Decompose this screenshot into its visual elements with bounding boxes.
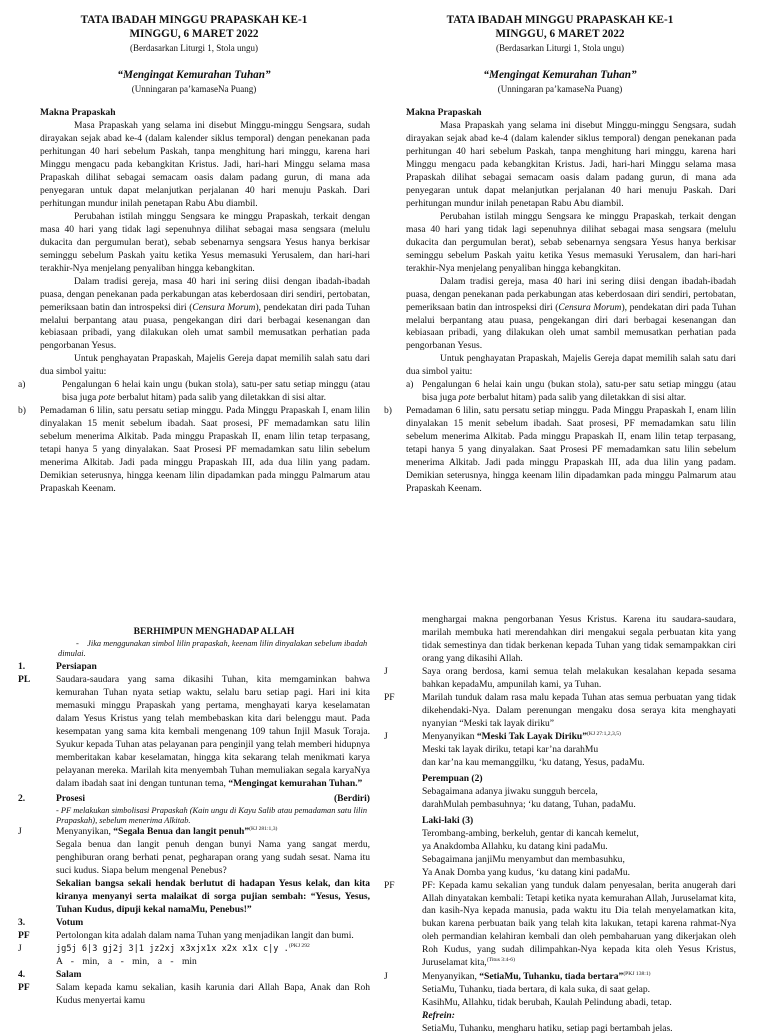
song-line: Sebagaimana adanya jiwaku sungguh bercela,: [422, 785, 598, 797]
item-number: 4.: [18, 969, 26, 981]
sing-intro: Menyanyikan,: [56, 826, 114, 838]
song-line: Sebagaimana janjiMu menyambut dan membasuhku,: [422, 853, 625, 865]
section-heading-makna: Makna Prapaskah: [40, 107, 116, 119]
list-item-a-text: [406, 379, 736, 405]
persiapan-heading: [18, 661, 370, 674]
list-item-b: [384, 405, 736, 496]
song-ref: (KJ 27:1,2,3,5): [586, 730, 621, 737]
song-line: SetiaMu, Tuhanku, tiada bertara, di kala suka, di saat gelap.: [422, 983, 651, 995]
page-subtitle: (Berdasarkan Liturgi 1, Stola ungu): [129, 43, 259, 54]
pf-absolution: [384, 880, 736, 971]
header: [18, 14, 370, 55]
confession-text: Saya orang berdosa, kami semua telah melakukan kesalahan kepada sesama bahkan kepadaMu, ampunilah kami, ya Tuhan.: [422, 665, 736, 690]
list-marker-b: b): [384, 405, 392, 417]
speaker-pf: PF: [384, 691, 395, 703]
paragraph-4: Untuk penghayatan Prapaskah, Majelis Gereja dapat memilih salah satu dari dua simbol yaitu:: [406, 353, 736, 378]
song-verse-1: Segala benua dan langit penuh dengan bunyi Nama yang sangat merdu, penghiburan orang berhati penat, pegharapan orang yang sudah sesat. Nama itu suci kudus. Siapa belum mengenal Penebus?: [56, 839, 370, 877]
song-1: [18, 826, 370, 917]
list-item-a-part1: Pengalungan 6 helai kain ungu (bukan stola), satu-per satu setiap minggu (atau bisa juga: [422, 379, 736, 404]
theme-subtitle: (Unningaran pa’kamaseNa Puang): [131, 83, 257, 94]
sing-intro: Menyanyikan,: [422, 970, 480, 982]
list-item-a-part1: Pengalungan 6 helai kain ungu (bukan stola), satu-per satu setiap minggu (atau bisa juga: [62, 379, 370, 404]
list-item-a-text: [40, 379, 370, 405]
page-subtitle: (Berdasarkan Liturgi 1, Stola ungu): [495, 43, 625, 54]
amin-lyrics: A - min, a - min, a - min: [56, 956, 197, 968]
list-marker-a: a): [406, 379, 414, 391]
song-ref: (PKJ 138:1): [623, 970, 651, 977]
song-line: darahMulah pembasuhnya; ‘ku datang, Tuhan, padaMu.: [422, 798, 636, 810]
song-line: ya Anakdomba Allahku, ku datang kini padaMu.: [422, 840, 608, 852]
theme-title: “Mengingat Kemurahan Tuhan”: [117, 68, 271, 81]
prosesi-note: - PF melakukan simbolisasi Prapaskah (Kain ungu di Kayu Salib atau pemadaman satu lilin Prapaskah), sebelum menerima Alkitab.: [56, 806, 368, 826]
header-duplicate: [384, 14, 736, 55]
speaker-j: J: [384, 970, 388, 982]
amin-ref: (PKJ 292: [288, 943, 310, 950]
paragraph-2: Perubahan istilah minggu Sengsara ke minggu Prapaskah, terkait dengan masa 40 hari yang tidak lagi sepenuhnya dilihat sebagai masa sengsara (melulu dukacita dan pergumulan berat), sebab sebenarnya sengsara Yesus hanya berkisar seminggu sebelum Paskah yaitu ketika Yesus memasuki Yerusalem, dan hari-hari terakhir-Nya menjelang penyaliban hingga kebangkitan.: [406, 210, 736, 274]
note-text: Jika menggunakan simbol lilin prapaskah, keenam lilin dinyalakan sebelum ibadah dimulai.: [58, 638, 368, 658]
absolution-text: PF: Kepada kamu sekalian yang tunduk dalam penyesalan, berita anugerah dari Allah dinyatakan kembali: Tetapi ketika nyata kemurahan Allah, Juruselamat kita, dan kasih-Nya kepada manusia, pada waktu itu Dia telah menyelamatkan kita, bukan karena perbuatan baik yang telah kita lakukan, tetapi karena rahmat-Nya oleh permandian kelahiran kembali dan oleh pembaharuan yang dikerjakan oleh Roh Kudus, yang sudah dilimpahkan-Nya kepada kita oleh Yesus Kristus, Juruselamat kita,: [422, 879, 736, 969]
votum-text: [18, 930, 370, 943]
list-item-b-text: Pemadaman 6 lilin, satu persatu setiap minggu. Pada Minggu Prapaskah I, enam lilin dinyalakan 15 menit sebelum ibadah. Saat prosesi, PF memadamkan satu lilin sebelum menerima Alkitab. Pada minggu Prapaskah II, enam lilin tetap terpasang, tetapi hanya 5 yang dinyalakan. Saat Prosesi PF memadamkan satu lilin sebelum menerima Alkitab. Jadi pada minggu Prapaskah III, ada dua lilin yang padam. Demikian seterusnya, hingga keenam lilin dipadamkan pada minggu Palmarum atau Prapaskah Keenam.: [40, 405, 370, 495]
bottom-right-column: [384, 614, 736, 1036]
list-item-a-part2: berbalut hitam) pada salib yang diletakkan di sisi altar.: [475, 392, 687, 404]
pote-word: pote: [458, 392, 476, 404]
berdiri-label: (Berdiri): [333, 793, 370, 805]
speaker-j: J: [384, 665, 388, 677]
paragraph-3-part-b: ), pendekatan diri pada Tuhan melalui berpantang atau puasa, pengekangan diri dari berbagai kesenangan dan kebiasaan pribadi, yang dilakukan oleh umat sambil memusatkan perhatian pada pengorbanan Yesus.: [406, 301, 736, 352]
speaker-pl: PL: [18, 673, 31, 685]
item-number: 3.: [18, 917, 26, 929]
speaker-pf: PF: [18, 930, 30, 942]
candle-note: [18, 639, 370, 659]
pl-text: Saudara-saudara yang sama dikasihi Tuhan, kita memgaminkan bahwa kemurahan Tuhan nyata setiap waktu, selalu baru setiap pagi. Hari ini kita memasuki minggu Prapaskah yang pertama, menghayati karya keselamatan dalam Yesus Kristus yang telah membebaskan kita dari belenggu maut. Pada kesempatan yang sama kita kembali mengenang 109 tahun Injil Masuk Toraja. Syukur kepada Tuhan atas pelayanan para penginjil yang telah memberi hidupnya memberitakan kabar keselamatan, hingga kita sekarang telah menikmati karya pelayanan mereka. Marilah kita menyembah Tuhan memuliakan segala karyaNya dalam ibadah saat ini dengan tuntunan tema,: [56, 673, 370, 789]
song-title: “SetiaMu, Tuhanku, tiada bertara”: [479, 970, 624, 982]
pf-invitation: [384, 692, 736, 731]
salam-heading: [18, 969, 370, 982]
list-item-a-part2: berbalut hitam) pada salib yang diletakkan di sisi altar.: [115, 392, 327, 404]
song-title: “Meski Tak Layak Diriku”: [476, 730, 587, 742]
bottom-left-column: [18, 626, 370, 1008]
paragraph-3-part-b: ), pendekatan diri pada Tuhan melalui berpantang atau puasa, pengekangan diri dari berbagai kesenangan dan kebiasaan pribadi, yang dilakukan oleh umat sambil memusatkan perhatian pada pengorbanan Yesus.: [40, 301, 370, 352]
song-meski: [384, 731, 736, 770]
sing-intro: Menyanyikan: [422, 730, 477, 742]
paragraph-3: [40, 276, 370, 354]
list-item-b: [18, 405, 370, 496]
amin-response: [18, 943, 370, 969]
speaker-pf: PF: [384, 879, 395, 891]
song-line: dan kar’na kau memanggilku, ‘ku datang, Yesus, padaMu.: [422, 756, 645, 768]
paragraph-1: Masa Prapaskah yang selama ini disebut Minggu-minggu Sengsara, sudah dirayakan sejak abad ke-4 (dalam kalender siklus temporal) dengan penekanan pada perhitungan 40 hari sebelum Paskah, tanpa menghitung hari minggu, karena hari Minggu mengacu pada kebangkitan Kristus. Jadi, hari-hari Minggu selama masa Prapaskah dilihat sebagai semacam oasis dalam padang gurun, di mana ada penyegaran untuk dapat melanjutkan perjalanan 40 hari menuju Paskah. Dari perhitungan mundur inilah penetapan Rabu Abu diambil.: [40, 119, 370, 209]
paragraph-1: Masa Prapaskah yang selama ini disebut Minggu-minggu Sengsara, sudah dirayakan sejak abad ke-4 (dalam kalender siklus temporal) dengan penekanan pada perhitungan 40 hari sebelum Paskah, tanpa menghitung hari minggu, karena hari Minggu mengacu pada kebangkitan Kristus. Jadi, hari-hari Minggu selama masa Prapaskah dilihat sebagai semacam oasis dalam padang gurun, di mana ada penyegaran untuk dapat melanjutkan perjalanan 40 hari menuju Paskah. Dari perhitungan mundur inilah penetapan Rabu Abu diambil.: [406, 119, 736, 209]
pl-paragraph: [18, 674, 370, 791]
section-heading-berhimpun: BERHIMPUN MENGHADAP ALLAH: [133, 626, 295, 637]
list-item-b-text: Pemadaman 6 lilin, satu persatu setiap minggu. Pada Minggu Prapaskah I, enam lilin dinyalakan 15 menit sebelum ibadah. Saat prosesi, PF memadamkan satu lilin sebelum menerima Alkitab. Pada minggu Prapaskah II, enam lilin tetap terpasang, tetapi hanya 5 yang dinyalakan. Saat Prosesi PF memadamkan satu lilin sebelum menerima Alkitab. Jadi pada minggu Prapaskah III, ada dua lilin yang padam. Demikian seterusnya, hingga keenam lilin dipadamkan pada minggu Palmarum atau Prapaskah Keenam.: [406, 405, 736, 495]
speaker-j: J: [18, 826, 22, 838]
invitation-text: Marilah tunduk dalam rasa malu kepada Tuhan atas semua perbuatan yang tidak dikehendaki-Nya. Dalam perenungan mengaku dosa seraya kita menghayati nyanyian “Meski tak layak diriku”: [422, 691, 736, 729]
pl-theme: “Mengingat kemurahan Tuhan.”: [228, 777, 363, 789]
censura-morum: Censura Morum: [558, 301, 622, 313]
top-left-column: [18, 14, 370, 496]
paragraph-3-part-a: Dalam tradisi gereja, masa 40 hari ini sering diisi dengan ibadah-ibadah puasa, dengan penekanan pada perkabungan atas keberdosaan diri sendiri, pertobatan, pemeriksaan batin dan introspeksi diri (: [40, 275, 370, 313]
persiapan-label: Persiapan: [56, 660, 97, 672]
pote-word: pote: [98, 392, 116, 404]
censura-morum: Censura Morum: [192, 301, 256, 313]
list-marker-a: a): [18, 379, 26, 391]
list-item-a: [18, 379, 370, 405]
item-number: 2.: [18, 793, 26, 805]
paragraph-3: [406, 276, 736, 354]
top-right-column: [384, 14, 736, 496]
laki-label: Laki-laki (3): [422, 814, 474, 826]
song-line: KasihMu, Allahku, tidak berubah, Kaulah Pelindung abadi, tetap.: [422, 996, 672, 1008]
votum-label: Votum: [56, 917, 84, 929]
titus-ref: (Titus 3:4-6): [486, 957, 515, 964]
prosesi-label: Prosesi: [56, 793, 85, 805]
speaker-j: J: [18, 943, 22, 955]
song-line: Meski tak layak diriku, tetapi kar’na darahMu: [422, 743, 599, 755]
salam-body: Salam kepada kamu sekalian, kasih karunia dari Allah Bapa, Anak dan Roh Kudus menyertai kamu: [56, 982, 370, 1007]
song-title: “Segala Benua dan langit penuh”: [113, 826, 250, 838]
speaker-j: J: [384, 730, 388, 742]
j-confession: [384, 666, 736, 692]
paragraph-3-part-a: Dalam tradisi gereja, masa 40 hari ini sering diisi dengan ibadah-ibadah puasa, dengan penekanan pada perkabungan atas keberdosaan diri sendiri, pertobatan, pemeriksaan batin dan introspeksi diri (: [406, 275, 736, 313]
votum-body: Pertolongan kita adalah dalam nama Tuhan yang menjadikan langit dan bumi.: [56, 930, 354, 942]
paragraph-2: Perubahan istilah minggu Sengsara ke minggu Prapaskah, terkait dengan masa 40 hari yang tidak lagi sepenuhnya dilihat sebagai masa sengsara (melulu dukacita dan pergumulan berat), sebab sebenarnya sengsara Yesus hanya berkisar seminggu sebelum Paskah yaitu ketika Yesus memasuki Yerusalem, dan hari-hari terakhir-Nya menjelang penyaliban hingga kebangkitan.: [40, 210, 370, 274]
refrein-label: Refrein:: [422, 1009, 455, 1021]
item-number: 1.: [18, 660, 26, 672]
list-marker-b: b): [18, 405, 26, 417]
perempuan-label: Perempuan (2): [422, 772, 483, 784]
salam-text: [18, 982, 370, 1008]
page-title: TATA IBADAH MINGGU PRAPASKAH KE-1: [446, 14, 674, 26]
song-line: Ya Anak Domba yang kudus, ‘ku datang kini padaMu.: [422, 866, 630, 878]
section-heading-makna: Makna Prapaskah: [406, 107, 482, 119]
note-dash: -: [76, 638, 79, 648]
paragraph-4: Untuk penghayatan Prapaskah, Majelis Gereja dapat memilih salah satu dari dua simbol yaitu:: [40, 353, 370, 378]
song-line: Terombang-ambing, berkeluh, gentar di kancah kemelut,: [422, 827, 639, 839]
list-item-a: [384, 379, 736, 405]
song-setiamu: [384, 971, 736, 1036]
salam-label: Salam: [56, 969, 82, 981]
song-verse-2: Sekalian bangsa sekali hendak berlutut di hadapan Yesus kelak, dan kita kiranya menyanyi serta malaikat di sorga pujian sembah: “Yesus, Yesus, Tuhan Kudus, dipuji kekal namaMu, Penebus!”: [56, 878, 370, 916]
speaker-pf: PF: [18, 982, 30, 994]
theme-title: “Mengingat Kemurahan Tuhan”: [483, 68, 637, 81]
theme-subtitle: (Unningaran pa’kamaseNa Puang): [497, 83, 623, 94]
song-ref: (KJ 281:1,3): [249, 826, 278, 833]
votum-heading: [18, 917, 370, 930]
page-title: TATA IBADAH MINGGU PRAPASKAH KE-1: [80, 14, 308, 26]
song-line: SetiaMu, Tuhanku, mengharu hatiku, setiap pagi bertambah jelas.: [422, 1022, 673, 1034]
page-date: MINGGU, 6 MARET 2022: [495, 27, 625, 40]
prosesi-heading: [18, 793, 370, 806]
page-date: MINGGU, 6 MARET 2022: [129, 27, 259, 40]
opening-paragraph: menghargai makna pengorbanan Yesus Kristus. Karena itu saudara-saudara, marilah membuka hati merendahkan diri mengakui segala perbuatan kita yang tidak semestinya dan tidak berkenan kepada Tuhan yang tidak semampakkan ciri orang yang dikasihi Allah.: [422, 614, 736, 664]
music-notation: jg5j 6|3 gj2j 3|1 jz2xj x3xjx1x x2x x1x c|y .: [56, 944, 289, 955]
